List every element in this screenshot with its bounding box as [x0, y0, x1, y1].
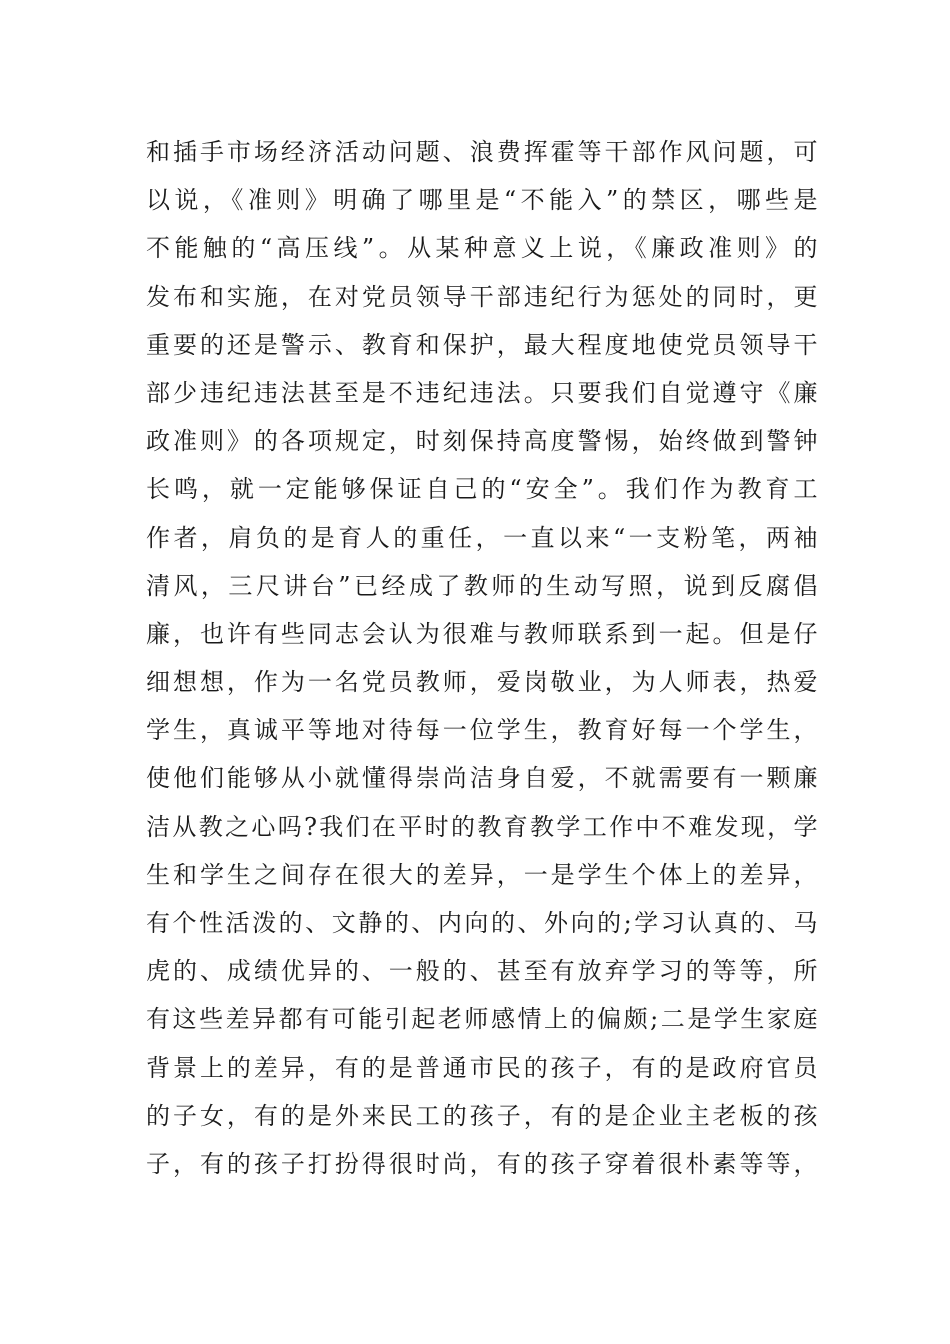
text-line-5: 重要的还是警示、教育和保护，最大程度地使党员领导干 — [146, 330, 818, 359]
text-line-3: 不能触的“高压线”。从某种意义上说，《廉政准则》的 — [146, 234, 818, 263]
text-line-14: 使他们能够从小就懂得崇尚洁身自爱，不就需要有一颗廉 — [146, 764, 818, 793]
text-line-8: 长鸣，就一定能够保证自己的“安全”。我们作为教育工 — [146, 475, 818, 504]
text-line-16: 生和学生之间存在很大的差异，一是学生个体上的差异， — [146, 860, 818, 889]
text-line-11: 廉，也许有些同志会认为很难与教师联系到一起。但是仔 — [146, 619, 818, 648]
text-line-9: 作者，肩负的是育人的重任，一直以来“一支粉笔，两袖 — [146, 523, 818, 552]
text-line-6: 部少违纪违法甚至是不违纪违法。只要我们自觉遵守《廉 — [146, 378, 818, 407]
text-line-4: 发布和实施，在对党员领导干部违纪行为惩处的同时，更 — [146, 282, 818, 311]
text-line-10: 清风，三尺讲台”已经成了教师的生动写照，说到反腐倡 — [146, 571, 818, 600]
text-line-1: 和插手市场经济活动问题、浪费挥霍等干部作风问题，可 — [146, 138, 818, 166]
text-line-19: 有这些差异都有可能引起老师感情上的偏颇;二是学生家庭 — [146, 1005, 818, 1034]
body-text — [146, 128, 818, 1188]
text-line-7: 政准则》的各项规定，时刻保持高度警惕，始终做到警钟 — [146, 427, 818, 456]
text-line-18: 虎的、成绩优异的、一般的、甚至有放弃学习的等等，所 — [146, 957, 818, 986]
text-line-21: 的子女，有的是外来民工的孩子，有的是企业主老板的孩 — [146, 1101, 818, 1130]
text-line-13: 学生，真诚平等地对待每一位学生，教育好每一个学生， — [146, 716, 818, 745]
text-line-17: 有个性活泼的、文静的、内向的、外向的;学习认真的、马 — [146, 909, 818, 937]
text-line-22: 子，有的孩子打扮得很时尚，有的孩子穿着很朴素等等， — [146, 1149, 818, 1178]
text-line-20: 背景上的差异，有的是普通市民的孩子，有的是政府官员 — [146, 1053, 818, 1082]
text-line-15: 洁从教之心吗?我们在平时的教育教学工作中不难发现，学 — [146, 812, 818, 841]
text-line-12: 细想想，作为一名党员教师，爱岗敬业，为人师表，热爱 — [146, 668, 818, 697]
text-line-2: 以说，《准则》明确了哪里是“不能入”的禁区，哪些是 — [146, 186, 818, 215]
